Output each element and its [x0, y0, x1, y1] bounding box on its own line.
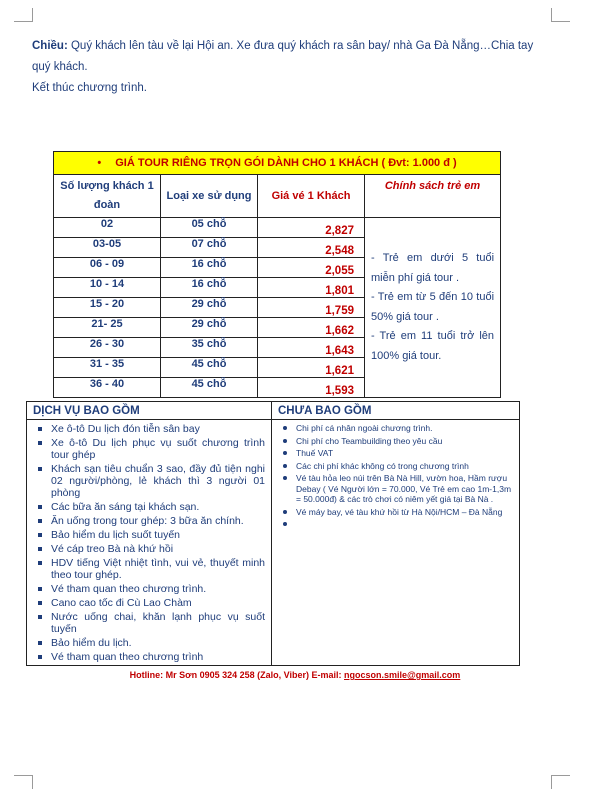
email-link[interactable]: ngocson.smile@gmail.com [344, 670, 461, 680]
vehicle-cell: 05 chỗ [161, 218, 258, 238]
list-item: Xe ô-tô Du lịch phục vụ suốt chương trình tour ghép [51, 437, 265, 461]
vehicle-cell: 29 chỗ [161, 298, 258, 318]
list-item [296, 519, 513, 530]
vehicle-cell: 29 chỗ [161, 318, 258, 338]
child-policy [365, 218, 501, 398]
list-item: HDV tiếng Việt nhiệt tình, vui vẻ, thuyết minh theo tour ghép. [51, 557, 265, 581]
intro-paragraph [32, 36, 552, 99]
group-cell: 10 - 14 [54, 278, 161, 298]
child-policy-line: - Trẻ em dưới 5 tuổi miễn phí giá tour . [371, 252, 495, 284]
excluded-cell [272, 420, 520, 666]
price-cell: 2,548 [258, 238, 365, 258]
crop-mark-top-right [551, 8, 553, 22]
services-table [26, 401, 520, 666]
group-cell: 15 - 20 [54, 298, 161, 318]
list-item: Vé tham quan theo chương trình. [51, 583, 265, 595]
excluded-list [272, 423, 519, 530]
price-cell: 1,759 [258, 298, 365, 318]
crop-mark-bottom-right [552, 775, 570, 777]
list-item: Nước uống chai, khăn lạnh phục vụ suốt tuyến [51, 611, 265, 635]
crop-mark-top-left [14, 21, 32, 23]
price-table-title: • GIÁ TOUR RIÊNG TRỌN GÓI DÀNH CHO 1 KHÁCH ( Đvt: 1.000 đ ) [54, 152, 501, 175]
intro-label: Chiều: [32, 40, 68, 52]
crop-mark-bottom-left [32, 775, 34, 789]
price-cell: 2,827 [258, 218, 365, 238]
header-child-policy: Chính sách trẻ em [365, 175, 501, 218]
list-item: Cano cao tốc đi Cù Lao Chàm [51, 597, 265, 609]
list-item: Ăn uống trong tour ghép: 3 bữa ăn chính. [51, 515, 265, 527]
hotline [0, 670, 590, 680]
price-cell: 1,593 [258, 378, 365, 398]
included-cell [27, 420, 272, 666]
list-item: Vé cáp treo Bà nà khứ hồi [51, 543, 265, 555]
list-item: Các chi phí khác không có trong chương trình [296, 461, 513, 472]
group-cell: 36 - 40 [54, 378, 161, 398]
crop-mark-top-left [32, 8, 34, 22]
price-cell: 1,621 [258, 358, 365, 378]
group-cell: 21- 25 [54, 318, 161, 338]
vehicle-cell: 45 chỗ [161, 378, 258, 398]
group-cell: 26 - 30 [54, 338, 161, 358]
vehicle-cell: 35 chỗ [161, 338, 258, 358]
list-item: Vé máy bay, vé tàu khứ hồi từ Hà Nội/HCM – Đà Nẵng [296, 507, 513, 518]
vehicle-cell: 16 chỗ [161, 258, 258, 278]
price-cell: 1,643 [258, 338, 365, 358]
list-item: Các bữa ăn sáng tại khách sạn. [51, 501, 265, 513]
vehicle-cell: 45 chỗ [161, 358, 258, 378]
list-item: Vé tham quan theo chương trình [51, 651, 265, 663]
intro-text: Quý khách lên tàu về lại Hội an. Xe đưa quý khách ra sân bay/ nhà Ga Đà Nẵng…Chia tay quý khách. [32, 40, 534, 73]
crop-mark-top-right [552, 21, 570, 23]
header-group-size: Số lượng khách 1 đoàn [54, 175, 161, 218]
price-cell: 2,055 [258, 258, 365, 278]
price-table [53, 151, 501, 398]
list-item: Bảo hiểm du lịch suốt tuyến [51, 529, 265, 541]
group-cell: 06 - 09 [54, 258, 161, 278]
table-row [54, 218, 501, 238]
list-item: Vé tàu hỏa leo núi trên Bà Nà Hill, vườn hoa, Hầm rượu Debay ( Vé Người lớn = 70.000, Vé Trẻ em cao 1m-1,3m = 50.000đ) & các trò chơi có niêm yết giá tại Bà Nà . [296, 473, 512, 504]
list-item: Thuế VAT [296, 448, 513, 459]
crop-mark-bottom-right [551, 775, 553, 789]
vehicle-cell: 16 chỗ [161, 278, 258, 298]
hotline-text: Hotline: Mr Sơn 0905 324 258 (Zalo, Viber) E-mail: [129, 670, 342, 680]
child-policy-line: - Trẻ em 11 tuổi trở lên 100% giá tour. [371, 330, 495, 362]
group-cell: 02 [54, 218, 161, 238]
included-title: DỊCH VỤ BAO GỒM [27, 402, 272, 420]
list-item: Khách sạn tiêu chuẩn 3 sao, đầy đủ tiện nghi 02 người/phòng, lẻ khách thì 3 người 01 phòng [51, 463, 265, 499]
included-list [27, 423, 271, 663]
list-item: Chi phí cho Teambuilding theo yêu cầu [296, 436, 513, 447]
intro-end: Kết thúc chương trình. [32, 82, 147, 94]
price-cell: 1,662 [258, 318, 365, 338]
group-cell: 03-05 [54, 238, 161, 258]
child-policy-line: - Trẻ em từ 5 đến 10 tuổi 50% giá tour . [371, 291, 495, 323]
list-item: Xe ô-tô Du lịch đón tiễn sân bay [51, 423, 265, 435]
header-price: Giá vé 1 Khách [258, 175, 365, 218]
list-item: Bảo hiểm du lịch. [51, 637, 265, 649]
excluded-title: CHƯA BAO GỒM [272, 402, 520, 420]
group-cell: 31 - 35 [54, 358, 161, 378]
list-item: Chi phí cá nhân ngoài chương trình. [296, 423, 513, 434]
crop-mark-bottom-left [14, 775, 32, 777]
price-cell: 1,801 [258, 278, 365, 298]
vehicle-cell: 07 chỗ [161, 238, 258, 258]
header-vehicle: Loại xe sử dụng [161, 175, 258, 218]
